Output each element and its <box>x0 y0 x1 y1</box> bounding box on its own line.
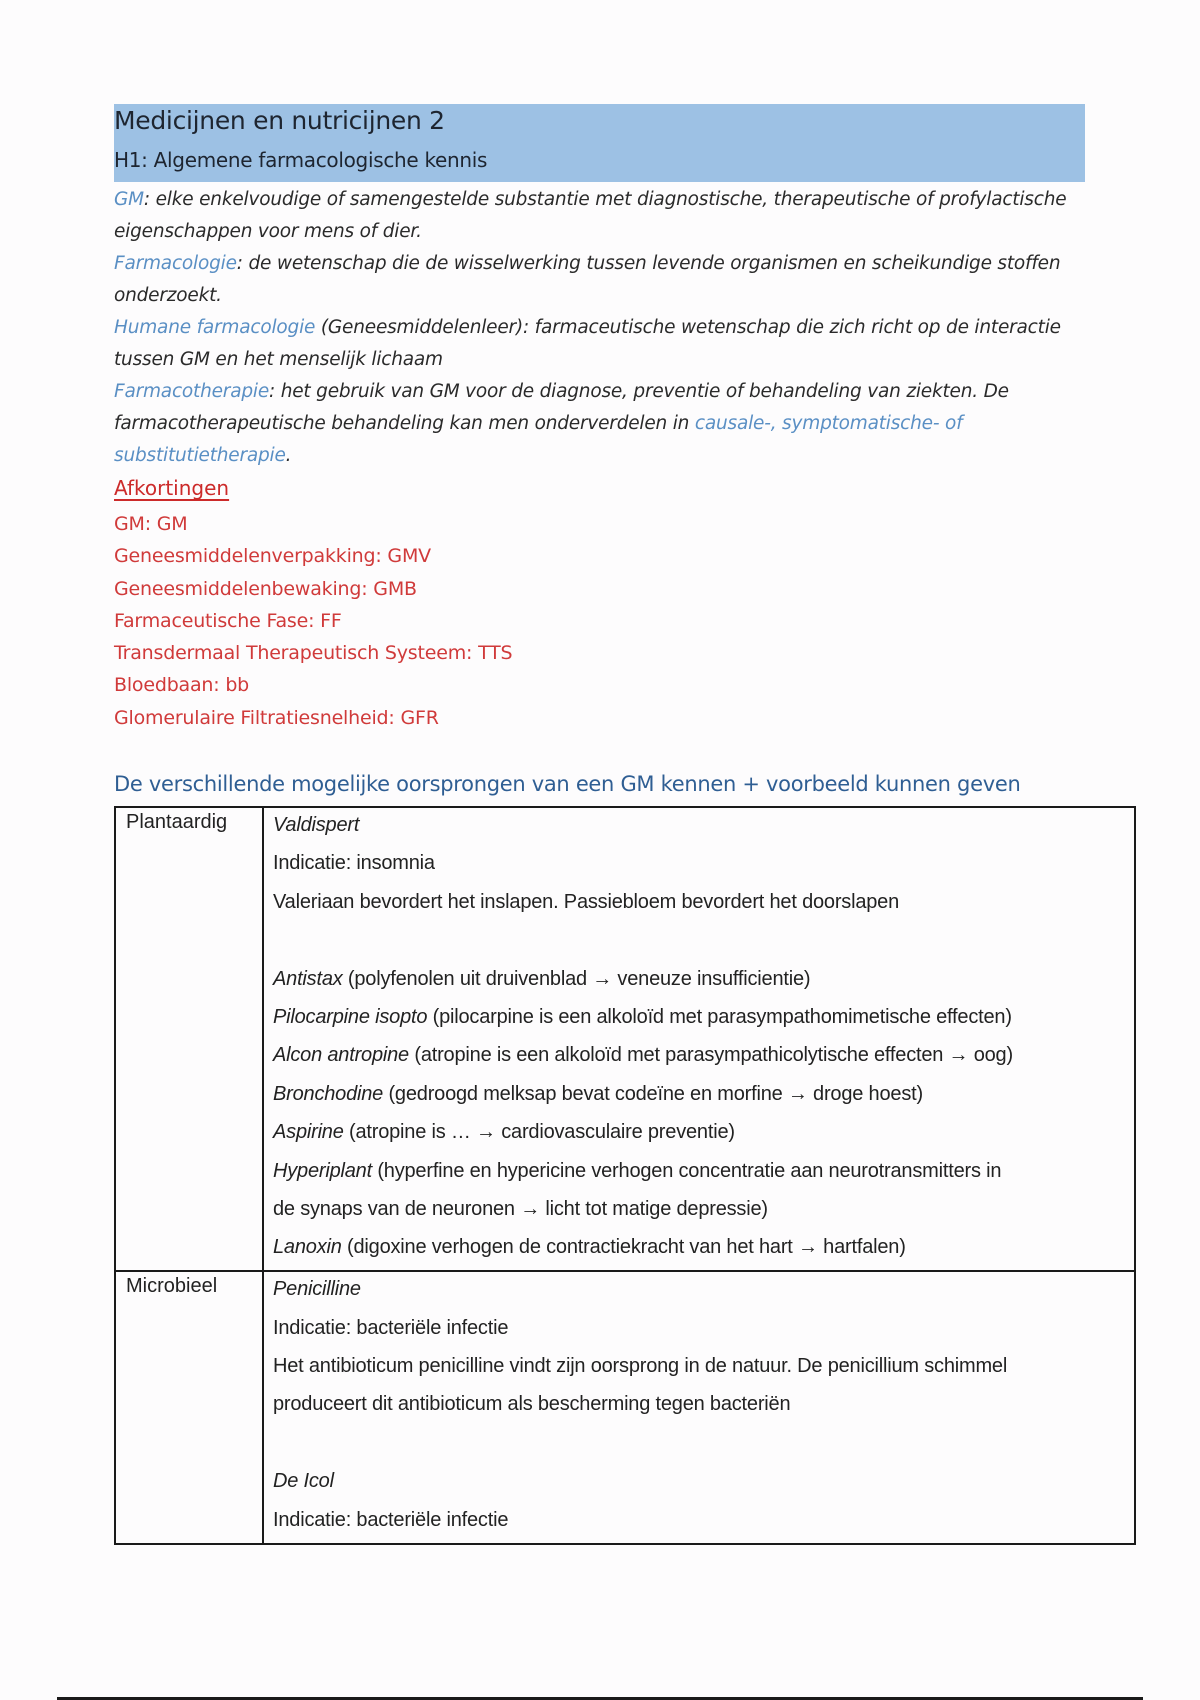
line-text: (hyperfine en hypericine verhogen concentratie aan neurotransmitters in <box>371 1159 1002 1182</box>
abbreviation-item: Farmaceutische Fase: FF <box>114 609 342 632</box>
drug-name: Valdispert <box>273 814 360 836</box>
term: GM <box>114 189 144 210</box>
definition-text: : de wetenschap die de wisselwerking tussen levende organismen en scheikundige stoffen onderzoekt. <box>114 253 1061 306</box>
definition-text: : het gebruik van GM voor de diagnose, preventie of behandeling van ziekten. De farmacotherapeutische behandeling kan men onderverdelen in <box>114 381 1009 434</box>
definition-gm <box>114 184 1094 248</box>
example-line <box>273 1000 1134 1038</box>
document-title: Medicijnen en nutricijnen 2 <box>114 106 445 135</box>
example-line <box>273 1426 1134 1464</box>
line-text: Indicatie: bacteriële infectie <box>273 1508 509 1531</box>
drug-name: Bronchodine <box>273 1082 384 1105</box>
abbreviations-list <box>114 508 512 734</box>
abbreviation-item: Bloedbaan: bb <box>114 674 250 697</box>
example-line <box>273 885 1134 923</box>
term-therapy-types: causale-, symptomatische- of substitutietherapie <box>114 413 963 466</box>
definition-farmacologie <box>114 248 1094 312</box>
example-line <box>273 923 1134 961</box>
drug-name: De Icol <box>273 1470 334 1493</box>
table-row <box>115 807 1135 1271</box>
example-line <box>273 1464 1134 1502</box>
line-text: (gedroogd melksap bevat codeïne en morfine → droge hoest) <box>383 1082 923 1105</box>
line-text: (polyfenolen uit druivenblad → veneuze insufficientie) <box>342 967 811 990</box>
example-line <box>273 808 1134 846</box>
origins-table <box>114 806 1136 1545</box>
example-line <box>273 1349 1134 1387</box>
abbreviations-heading: Afkortingen <box>114 476 230 500</box>
abbreviation-item: Geneesmiddelenverpakking: GMV <box>114 545 431 568</box>
line-text: Indicatie: insomnia <box>273 852 435 875</box>
term: Farmacologie <box>114 253 237 274</box>
origin-examples <box>263 1271 1135 1543</box>
line-text: Indicatie: bacteriële infectie <box>273 1316 509 1339</box>
table-row <box>115 1271 1135 1543</box>
abbreviation-item: Geneesmiddelenbewaking: GMB <box>114 577 417 600</box>
abbreviation-item: GM: GM <box>114 513 188 535</box>
example-line <box>273 1115 1134 1153</box>
line-text: Valeriaan bevordert het inslapen. Passiebloem bevordert het doorslapen <box>273 890 900 913</box>
definition-humane-farmacologie <box>114 312 1094 376</box>
definition-text: (Geneesmiddelenleer): farmaceutische wetenschap die zich richt op de interactie tussen GM en het menselijk lichaam <box>114 317 1061 370</box>
line-text: (atropine is een alkoloïd met parasympathicolytische effecten → oog) <box>409 1044 1013 1067</box>
drug-name: Hyperiplant <box>273 1159 372 1182</box>
example-line <box>273 1077 1134 1115</box>
origin-category: Microbieel <box>115 1271 263 1543</box>
line-text: produceert dit antibioticum als bescherming tegen bacteriën <box>273 1393 791 1416</box>
example-line <box>273 1038 1134 1076</box>
example-line <box>273 1272 1134 1310</box>
definition-tail: . <box>285 445 292 466</box>
example-line <box>273 1311 1134 1349</box>
chapter-title: H1: Algemene farmacologische kennis <box>114 148 488 172</box>
line-text: (pilocarpine is een alkoloïd met parasympathomimetische effecten) <box>427 1005 1012 1028</box>
drug-name: Lanoxin <box>273 1236 342 1259</box>
drug-name: Aspirine <box>273 1121 344 1144</box>
abbreviation-item: Transdermaal Therapeutisch Systeem: TTS <box>114 642 513 665</box>
example-line <box>273 1230 1134 1270</box>
origins-table-body <box>115 807 1135 1544</box>
origins-heading: De verschillende mogelijke oorsprongen van een GM kennen + voorbeeld kunnen geven <box>114 772 1021 796</box>
definition-text: : elke enkelvoudige of samengestelde substantie met diagnostische, therapeutische of profylactische eigenschappen voor mens of dier. <box>114 189 1067 242</box>
definition-farmacotherapie <box>114 376 1094 472</box>
drug-name: Antistax <box>273 967 343 990</box>
term: Humane farmacologie <box>114 317 316 338</box>
example-line <box>273 1387 1134 1425</box>
definitions-block <box>114 184 1094 472</box>
origin-category: Plantaardig <box>115 807 263 1271</box>
drug-name: Penicilline <box>273 1278 361 1301</box>
example-line <box>273 962 1134 1000</box>
drug-name: Alcon antropine <box>273 1044 409 1067</box>
example-line <box>273 846 1134 884</box>
example-line <box>273 1192 1134 1230</box>
line-text: (atropine is … → cardiovasculaire preventie) <box>343 1121 735 1144</box>
origin-examples <box>263 807 1135 1271</box>
line-text: de synaps van de neuronen → licht tot matige depressie) <box>273 1197 768 1220</box>
line-text: Het antibioticum penicilline vindt zijn oorsprong in de natuur. De penicillium schimmel <box>273 1355 1008 1378</box>
example-line <box>273 1503 1134 1543</box>
line-text: (digoxine verhogen de contractiekracht van het hart → hartfalen) <box>341 1236 906 1259</box>
term: Farmacotherapie <box>114 381 269 402</box>
drug-name: Pilocarpine isopto <box>273 1005 428 1028</box>
example-line <box>273 1154 1134 1192</box>
abbreviation-item: Glomerulaire Filtratiesnelheid: GFR <box>114 706 439 729</box>
